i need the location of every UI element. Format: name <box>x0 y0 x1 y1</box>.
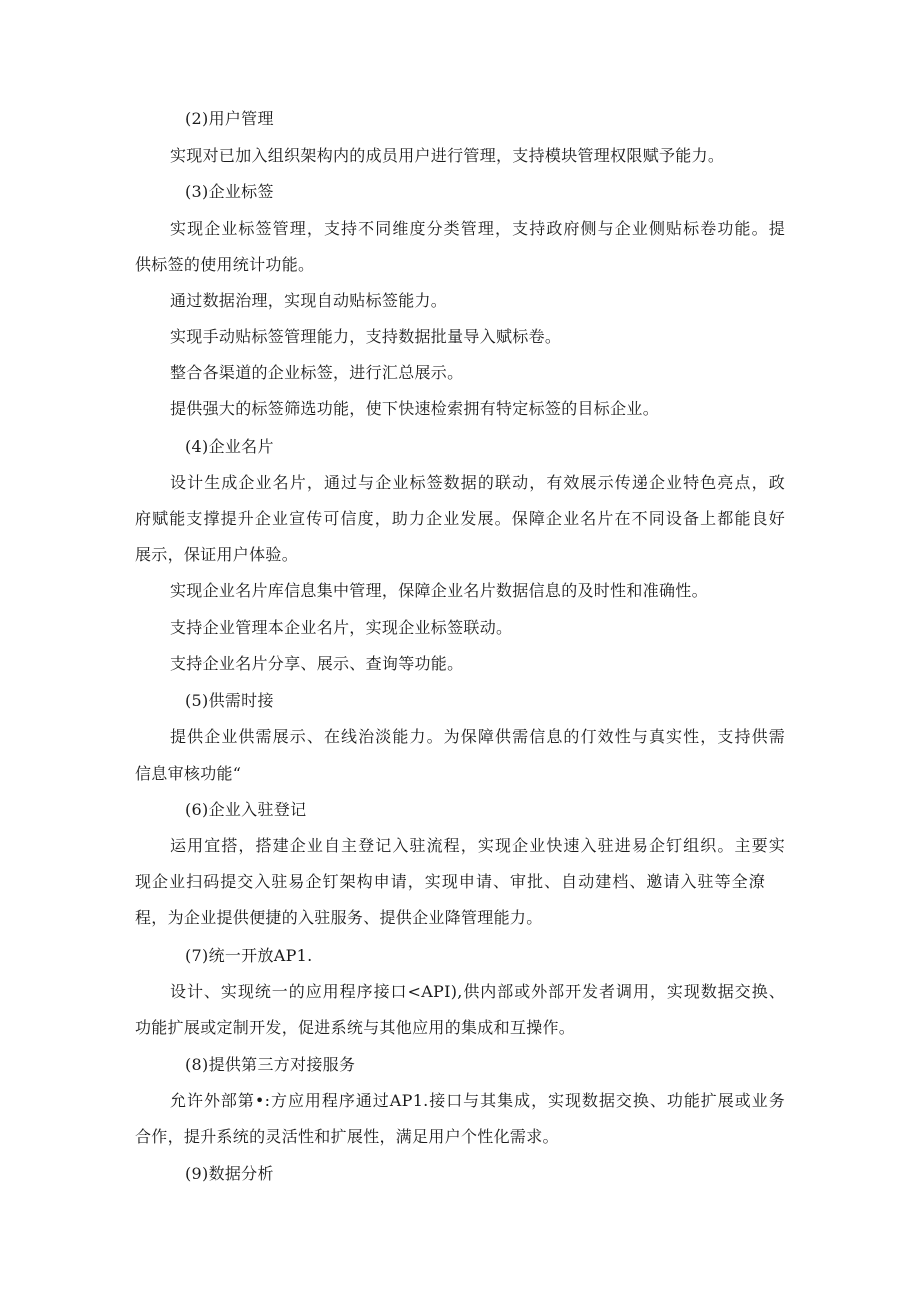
paragraph-line: 实现企业名片库信息集中管理，保障企业名片数据信息的及时性和准确性。 <box>170 581 708 600</box>
paragraph-line: 现企业扫码提交入驻易企钉架构申请，实现申请、审批、自动建档、邀请入驻等全潦 <box>135 872 765 891</box>
section-heading: (6)企业入驻登记 <box>185 800 307 819</box>
paragraph-line: 程，为企业提供便捷的入驻服务、提供企业降管理能力。 <box>135 908 543 927</box>
section-heading: (2)用户管理 <box>185 109 274 128</box>
paragraph-line: 实现对已加入组织架构内的成员用户进行管理，支持模块管理权限赋予能力。 <box>170 146 725 165</box>
paragraph-line: 府赋能支撑提升企业宣传可信度，助力企业发展。保障企业名片在不同设备上都能良好 <box>135 509 785 528</box>
section-heading: (8)提供第三方对接服务 <box>185 1055 356 1074</box>
paragraph-line: 支持企业名片分享、展示、查询等功能。 <box>170 654 464 673</box>
section-heading: (3)企业标签 <box>185 182 274 201</box>
paragraph-line: 功能扩展或定制开发，促进系统与其他应用的集成和互操作。 <box>135 1018 576 1037</box>
paragraph-line: 允许外部第•:方应用程序通过AP1.接口与其集成，实现数据交换、功能扩展或业务 <box>170 1091 785 1110</box>
paragraph-line: 合作，提升系统的灵活性和扩展性，满足用户个性化需求。 <box>135 1127 559 1146</box>
paragraph-line: 提供强大的标签筛选功能，使下快速检索拥有特定标签的目标企业。 <box>170 399 660 418</box>
paragraph-line: 通过数据治理，实现自动贴标签能力。 <box>170 291 448 310</box>
paragraph-line: 实现手动贴标签管理能力，支持数据批量导入赋标卷。 <box>170 327 562 346</box>
paragraph-line: 整合各渠道的企业标签，进行汇总展示。 <box>170 363 464 382</box>
paragraph-line: 设计、实现统一的应用程序接口<API),供内部或外部开发者调用，实现数据交换、 <box>170 982 785 1001</box>
paragraph-line: 设计生成企业名片，通过与企业标签数据的联动，有效展示传递企业特色亮点，政 <box>170 473 785 492</box>
paragraph-line: 实现企业标签管理，支持不同维度分类管理，支持政府侧与企业侧贴标卷功能。提 <box>170 219 785 238</box>
section-heading: (9)数据分析 <box>185 1164 274 1183</box>
section-heading: (4)企业名片 <box>185 437 274 456</box>
paragraph-line: 提供企业供需展示、在线治淡能力。为保障供需信息的仃效性与真实性，支持供需 <box>170 727 785 746</box>
paragraph-line: 运用宜搭，搭建企业自主登记入驻流程，实现企业快速入驻进易企钉组织。主要实 <box>170 836 785 855</box>
paragraph-line: 信息审核功能“ <box>135 764 242 783</box>
section-heading: (7)统一开放AP1. <box>185 946 313 965</box>
paragraph-line: 供标签的使用统计功能。 <box>135 255 315 274</box>
paragraph-line: 支持企业管理本企业名片，实现企业标签联动。 <box>170 618 513 637</box>
section-heading: (5)供需时接 <box>185 691 274 710</box>
paragraph-line: 展示，保证用户体验。 <box>135 545 299 564</box>
